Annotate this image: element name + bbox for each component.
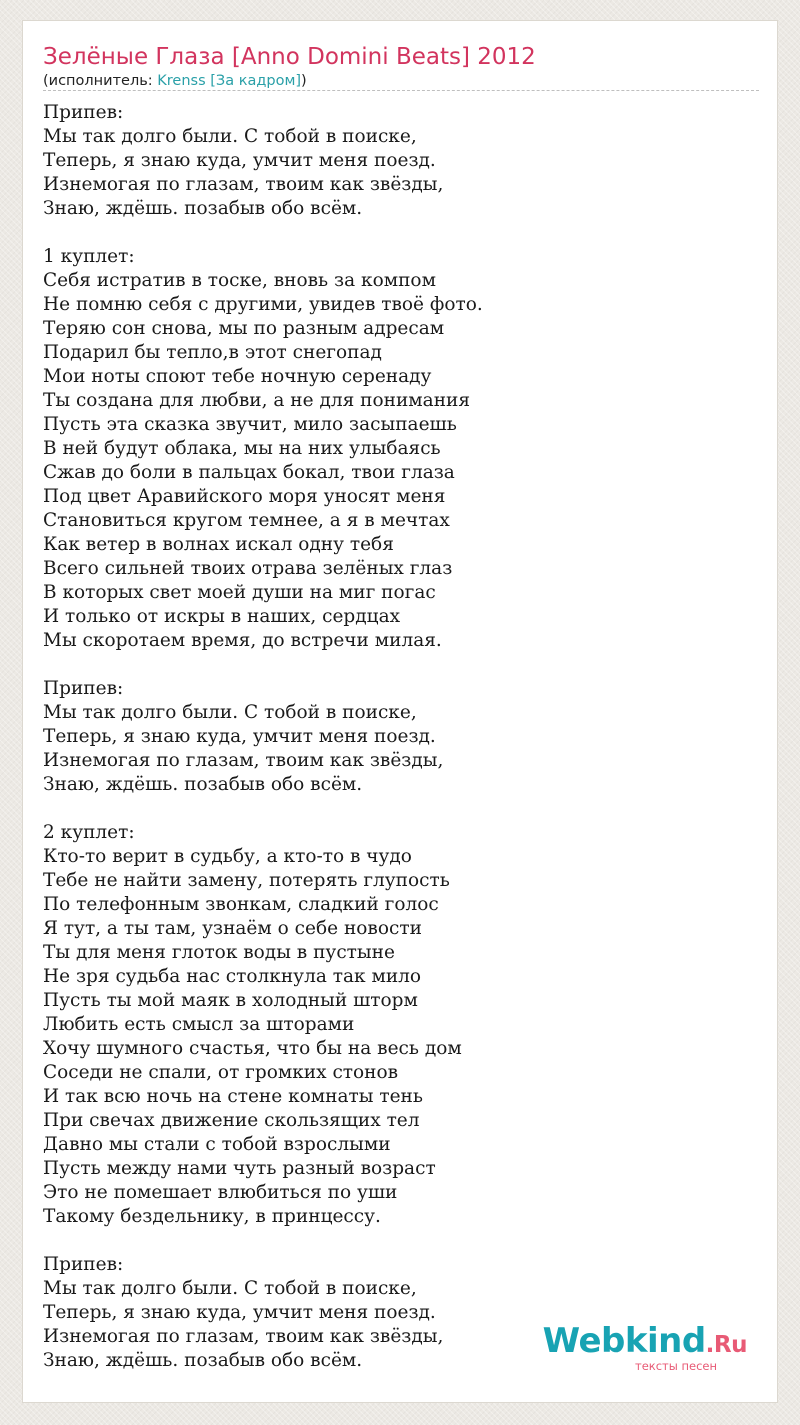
lyrics-line: Всего сильней твоих отрава зелёных глаз: [43, 558, 453, 579]
lyrics-line: Припев:: [43, 102, 124, 123]
logo-tld: .Ru: [705, 1332, 747, 1358]
song-title: Зелёные Глаза [Anno Domini Beats] 2012: [43, 44, 536, 70]
lyrics-line: Теперь, я знаю куда, умчит меня поезд.: [43, 726, 436, 747]
artist-prefix: (исполнитель:: [43, 73, 158, 89]
lyrics-line: Изнемогая по глазам, твоим как звёзды,: [43, 750, 444, 771]
lyrics-line: Теперь, я знаю куда, умчит меня поезд.: [43, 150, 436, 171]
lyrics-line: Становиться кругом темнее, а я в мечтах: [43, 510, 450, 531]
lyrics-line: Тебе не найти замену, потерять глупость: [43, 870, 450, 891]
lyrics-card: [22, 20, 778, 1403]
logo-main-text: Webkind: [542, 1321, 706, 1361]
lyrics-line: Знаю, ждёшь. позабыв обо всём.: [43, 198, 363, 219]
lyrics-line: 1 куплет:: [43, 246, 135, 267]
lyrics-line: В которых свет моей души на миг погас: [43, 582, 436, 603]
lyrics-line: При свечах движение скользящих тел: [43, 1110, 420, 1131]
lyrics-line: И так всю ночь на стене комнаты тень: [43, 1086, 423, 1107]
logo-tagline: тексты песен: [635, 1359, 717, 1373]
lyrics-line: Не помню себя с другими, увидев твоё фото.: [43, 294, 483, 315]
lyrics-line: Мы так долго были. С тобой в поиске,: [43, 702, 417, 723]
lyrics-line: Кто-то верит в судьбу, а кто-то в чудо: [43, 846, 412, 867]
lyrics-line: Под цвет Аравийского моря уносят меня: [43, 486, 446, 507]
lyrics-line: Я тут, а ты там, узнаём о себе новости: [43, 918, 422, 939]
lyrics-line: Как ветер в волнах искал одну тебя: [43, 534, 394, 555]
lyrics-line: Припев:: [43, 678, 124, 699]
lyrics-text: [43, 101, 759, 1373]
webkind-logo[interactable]: [542, 1321, 747, 1373]
lyrics-line: Любить есть смысл за шторами: [43, 1014, 355, 1035]
lyrics-line: Себя истратив в тоске, вновь за компом: [43, 270, 436, 291]
artist-link[interactable]: Krenss [За кадром]: [157, 73, 302, 89]
lyrics-line: Такому бездельнику, в принцессу.: [43, 1206, 381, 1227]
lyrics-line: Мы скоротаем время, до встречи милая.: [43, 630, 442, 651]
lyrics-line: Подарил бы тепло,в этот снегопад: [43, 342, 382, 363]
lyrics-line: И только от искры в наших, сердцах: [43, 606, 401, 627]
lyrics-line: По телефонным звонкам, сладкий голос: [43, 894, 439, 915]
lyrics-line: Пусть эта сказка звучит, мило засыпаешь: [43, 414, 457, 435]
lyrics-line: В ней будут облака, мы на них улыбаясь: [43, 438, 441, 459]
artist-line: [43, 72, 307, 90]
lyrics-line: Хочу шумного счастья, что бы на весь дом: [43, 1038, 462, 1059]
logo-wordmark: [542, 1321, 747, 1362]
lyrics-line: Пусть между нами чуть разный возраст: [43, 1158, 436, 1179]
lyrics-line: Ты для меня глоток воды в пустыне: [43, 942, 395, 963]
title-divider: [43, 90, 759, 91]
lyrics-line: Знаю, ждёшь. позабыв обо всём.: [43, 1350, 363, 1371]
lyrics-line: Теперь, я знаю куда, умчит меня поезд.: [43, 1302, 436, 1323]
lyrics-line: Ты создана для любви, а не для понимания: [43, 390, 471, 411]
lyrics-line: 2 куплет:: [43, 822, 135, 843]
lyrics-line: Теряю сон снова, мы по разным адресам: [43, 318, 445, 339]
lyrics-line: Изнемогая по глазам, твоим как звёзды,: [43, 174, 444, 195]
lyrics-line: Давно мы стали с тобой взрослыми: [43, 1134, 391, 1155]
lyrics-line: Мои ноты споют тебе ночную серенаду: [43, 366, 432, 387]
lyrics-line: Не зря судьба нас столкнула так мило: [43, 966, 422, 987]
lyrics-line: Знаю, ждёшь. позабыв обо всём.: [43, 774, 363, 795]
lyrics-line: Изнемогая по глазам, твоим как звёзды,: [43, 1326, 444, 1347]
lyrics-line: Это не помешает влюбиться по уши: [43, 1182, 398, 1203]
lyrics-line: Мы так долго были. С тобой в поиске,: [43, 126, 417, 147]
lyrics-line: Сжав до боли в пальцах бокал, твои глаза: [43, 462, 455, 483]
lyrics-line: Припев:: [43, 1254, 124, 1275]
lyrics-line: Соседи не спали, от громких стонов: [43, 1062, 399, 1083]
lyrics-line: Мы так долго были. С тобой в поиске,: [43, 1278, 417, 1299]
artist-suffix: ): [301, 73, 307, 89]
lyrics-line: Пусть ты мой маяк в холодный шторм: [43, 990, 418, 1011]
